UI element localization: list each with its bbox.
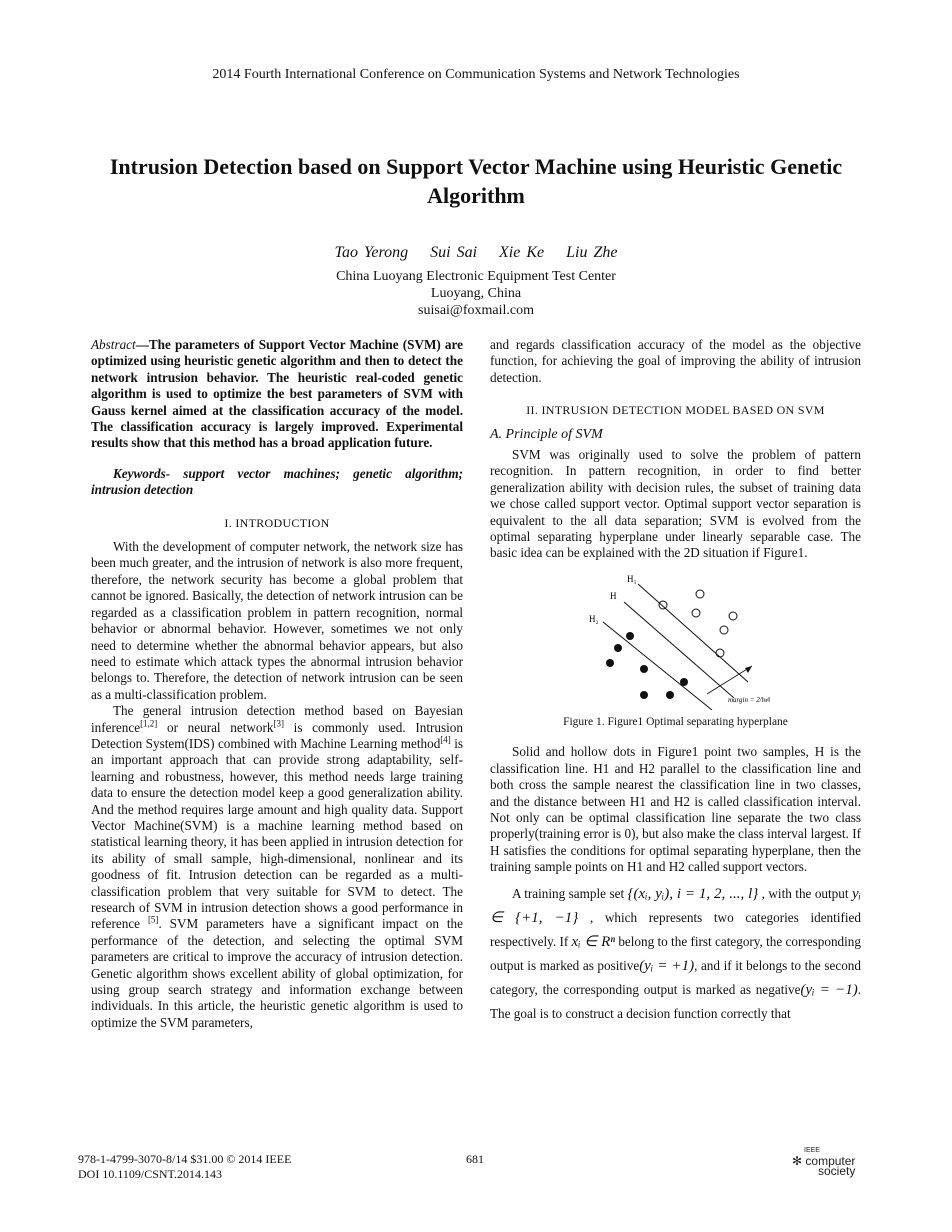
citation: [5] (147, 915, 159, 926)
logo-society: society (818, 1164, 856, 1178)
right-column (490, 337, 861, 1026)
page-number: 681 (466, 1152, 484, 1166)
solid-dot (640, 665, 648, 673)
location: Luoyang, China (430, 286, 522, 301)
text-run: . SVM parameters have a significant impact on the performance of the detection, and selecting the optimal SVM parameters are critical to improve the accuracy of intrusion detection. Genetic algorithm shows excellent ability of global optimization, for using group search strategy and information exchange between individuals. In this article, the heuristic genetic algorithm is used to optimize the SVM parameters, (91, 916, 463, 1030)
math-training-set: {(xᵢ, yᵢ), i = 1, 2, ..., l} (627, 885, 759, 902)
ieee-computer-society-logo (778, 1146, 855, 1176)
hollow-dot (659, 601, 667, 609)
label-h2: H₂ (589, 613, 599, 624)
label-h: H (610, 590, 617, 601)
text-run: The general intrusion detection method based on Bayesian inference (91, 703, 463, 735)
footer-publication-info (78, 1152, 291, 1182)
hollow-dot (716, 649, 724, 657)
hollow-dot (692, 609, 700, 617)
intro-paragraph-1: With the development of computer network, the network size has been much greater, and the intrusion of network is also more frequent, therefore, the network security has become a global problem that cannot be ignored. Basically, the detection of network intrusion can be regarded as a classification problem in pattern recognition, normal behavior or abnormal behavior. However, sometimes we not only need to determine whether the abnormal behavior appears, but also need to estimate which attack types the abnormal intrusion behavior belongs to. Therefore, the detection of network intrusion can be seen as a multi-classification problem. (91, 539, 463, 702)
solid-dot (640, 691, 648, 699)
hollow-dot (720, 626, 728, 634)
logo-mark-icon: ✻ (792, 1154, 803, 1168)
solid-dot (626, 632, 634, 640)
text-run: , which represents two categories identified respectively. If (490, 909, 861, 949)
email: suisai@foxmail.com (418, 303, 534, 318)
figure-1-caption: Figure 1. Figure1 Optimal separating hyperplane (563, 715, 788, 728)
left-column (91, 337, 463, 1031)
subsection-a-heading: A. Principle of SVM (490, 426, 603, 442)
label-h1: H₁ (627, 573, 637, 584)
solid-dot (614, 644, 622, 652)
citation: [3] (273, 718, 284, 729)
author-3: Xie Ke (499, 244, 545, 261)
isbn: 978-1-4799-3070-8/14 $31.00 © 2014 IEEE (78, 1152, 292, 1166)
margin-label: margin = 2/‖w‖ (728, 695, 771, 704)
doi: DOI 10.1109/CSNT.2014.143 (78, 1167, 222, 1181)
affiliation-block (0, 268, 952, 319)
author-4: Liu Zhe (566, 244, 618, 261)
text-run: belong to the first category, the corresponding output is marked as positive (490, 933, 861, 973)
text-run: . The goal is to construct a decision function correctly that (490, 981, 861, 1021)
text-run: , and if it belongs to the second category, the corresponding output is marked as negative (490, 957, 861, 997)
conference-header: 2014 Fourth International Conference on Communication Systems and Network Technologies (212, 67, 740, 82)
math-positive: (yᵢ = +1) (639, 957, 695, 974)
keywords: Keywords- support vector machines; genetic algorithm; intrusion detection (91, 465, 463, 498)
svm-paragraph-3 (490, 882, 861, 1026)
hollow-dot (729, 612, 737, 620)
continuation-paragraph: and regards classification accuracy of the model as the objective function, for achieving the goal of improving the ability of intrusion detection. (490, 337, 861, 385)
svm-paragraph-1: SVM was originally used to solve the problem of pattern recognition. In pattern recognition, in order to find better generalization ability with decision rules, the subset of training data we chose called support vector. Optimal support vector separation is equivalent to the all data separation; SVM is evolved from the optimal separating hyperplane under linearly separable case. The basic idea can be explained with the 2D situation if Figure1. (490, 447, 861, 561)
solid-dot (666, 691, 674, 699)
solid-dot (606, 659, 614, 667)
affiliation: China Luoyang Electronic Equipment Test Center (336, 269, 616, 284)
solid-dot (680, 678, 688, 686)
author-list (0, 244, 952, 262)
citation: [4] (440, 734, 451, 745)
hollow-dot (696, 590, 704, 598)
text-run: is an important approach that can provide strong adaptability, self-learning and robustness, however, this method needs large training data to ensure the detection model keep a good generalization ability. And the method requires large amount and high quality data. Support Vector Machine(SVM) is a machine learning method based on statistical learning theory, it has been applied in intrusion detection for its ability of small sample, high-dimensional, nonlinear and its goodness of fit. Intrusion detection can be regarded as a multi-classification problem that very suitable for SVM to detect. The research of SVM in intrusion detection shows a good performance in reference (91, 735, 463, 932)
section-1-heading: I. INTRODUCTION (224, 515, 330, 530)
abstract-label: Abstract (91, 337, 136, 352)
text-run: A training sample set (512, 885, 628, 901)
hyperplane-diagram (490, 570, 861, 710)
margin-arrowhead (745, 666, 752, 673)
intro-paragraph-2 (91, 703, 463, 1031)
author-1: Tao Yerong (334, 244, 409, 261)
svm-paragraph-2: Solid and hollow dots in Figure1 point two samples, H is the classification line. H1 and H2 parallel to the classification line and both cross the sample nearest the classification line in two classes, and the distance between H1 and H2 is called classification interval. Not only can be optimal classification line separate the two class properly(training error is 0), but also make the class interval largest. If H satisfies the conditions for optimal separating hyperplane, then the training sample points on H1 and H2 called support vectors. (490, 744, 861, 875)
abstract (91, 337, 463, 452)
paper-title: Intrusion Detection based on Support Vector Machine using Heuristic Genetic Algorithm (109, 154, 843, 208)
math-negative: (yᵢ = −1) (800, 981, 858, 998)
line-h1 (638, 584, 748, 682)
math-output: yᵢ ∈ {+1, −1} (490, 885, 861, 926)
text-run: or neural network (157, 719, 274, 735)
logo-ieee: IEEE (804, 1147, 820, 1154)
section-2-heading: II. INTRUSION DETECTION MODEL BASED ON SVM (526, 403, 825, 418)
math-x-in-r: xᵢ ∈ Rⁿ (571, 933, 616, 950)
figure-1 (490, 570, 861, 710)
author-2: Sui Sai (430, 244, 478, 261)
abstract-text: —The parameters of Support Vector Machine (SVM) are optimized using heuristic genetic algorithm and then to detect the network intrusion behavior. The heuristic real-coded genetic algorithm is used to optimize the best parameters of SVM with Gauss kernel aimed at the classification accuracy of the model. The classification accuracy is largely improved. Experimental results show that this method has a broad application future. (91, 337, 463, 451)
text-run: is commonly used. Intrusion Detection System(IDS) combined with Machine Learning method (91, 719, 463, 751)
citation: [1,2] (140, 718, 158, 729)
logo-computer-text: computer (805, 1154, 856, 1168)
text-run: , with the output (758, 885, 852, 901)
